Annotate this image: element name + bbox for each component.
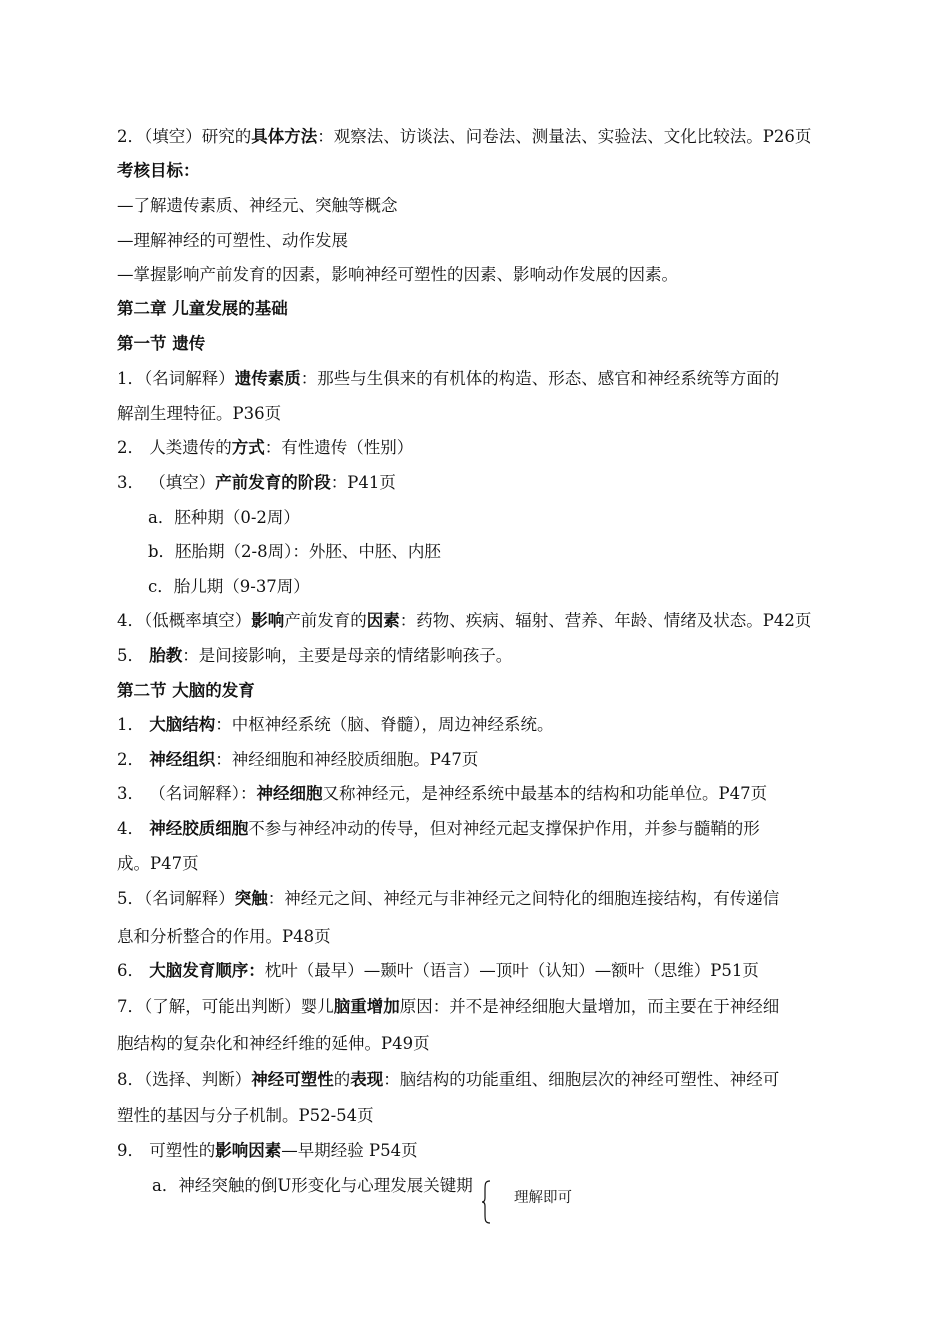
item-8-plasticity: 8．（选择、判断）神经可塑性的表现：脑结构的功能重组、细胞层次的神经可塑性、神经可 bbox=[117, 1070, 780, 1089]
item-1-brain-structure: 1． 大脑结构：中枢神经系统（脑、脊髓），周边神经系统。 bbox=[117, 715, 554, 734]
item-5-synapse: 5．（名词解释）突触：神经元之间、神经元与非神经元之间特化的细胞连接结构，有传递信 bbox=[117, 889, 780, 908]
item-4-prenatal-factors: 4．（低概率填空）影响产前发育的因素：药物、疾病、辐射、营养、年龄、情绪及状态。P42页 bbox=[117, 611, 812, 630]
section-title-brain: 第二节 大脑的发育 bbox=[117, 681, 255, 700]
item-1-genetic-quality: 1．（名词解释）遗传素质：那些与生俱来的有机体的构造、形态、感官和神经系统等方面的 bbox=[117, 369, 780, 388]
chapter-title: 第二章 儿童发展的基础 bbox=[117, 299, 288, 318]
sub-item-inverted-u: a．神经突触的倒U形变化与心理发展关键期 bbox=[152, 1176, 473, 1195]
sub-item-b: b．胚胎期（2-8周）：外胚、中胚、内胚 bbox=[148, 542, 441, 561]
heading-assessment-goals: 考核目标： bbox=[117, 161, 200, 180]
sub-item-a: a．胚种期（0-2周） bbox=[148, 508, 300, 527]
text-line-research-methods: 2．（填空）研究的具体方法：观察法、访谈法、问卷法、测量法、实验法、文化比较法。P26页 bbox=[117, 127, 812, 146]
annotation-note: 理解即可 bbox=[514, 1190, 572, 1206]
sub-item-c: c．胎儿期（9-37周） bbox=[148, 577, 310, 596]
brace-icon bbox=[482, 1180, 492, 1224]
item-2-heredity-mode: 2． 人类遗传的方式：有性遗传（性别） bbox=[117, 438, 414, 457]
item-7-continuation: 胞结构的复杂化和神经纤维的延伸。P49页 bbox=[117, 1034, 430, 1053]
item-1-continuation: 解剖生理特征。P36页 bbox=[117, 404, 282, 423]
item-7-brain-weight: 7．（了解，可能出判断）婴儿脑重增加原因：并不是神经细胞大量增加，而主要在于神经细 bbox=[117, 997, 780, 1016]
section-title-heredity: 第一节 遗传 bbox=[117, 334, 206, 353]
goal-item-1: —了解遗传素质、神经元、突触等概念 bbox=[117, 196, 398, 215]
item-9-plasticity-factors: 9． 可塑性的影响因素—早期经验 P54页 bbox=[117, 1141, 418, 1160]
item-4-continuation: 成。P47页 bbox=[117, 854, 199, 873]
item-2-neural-tissue: 2． 神经组织：神经细胞和神经胶质细胞。P47页 bbox=[117, 750, 479, 769]
item-6-development-order: 6． 大脑发育顺序：枕叶（最早）—颞叶（语言）—顶叶（认知）—额叶（思维）P51页 bbox=[117, 961, 759, 980]
goal-item-2: —理解神经的可塑性、动作发展 bbox=[117, 231, 348, 250]
item-3-prenatal-stages: 3． （填空）产前发育的阶段：P41页 bbox=[117, 473, 396, 492]
item-5-prenatal-education: 5． 胎教：是间接影响，主要是母亲的情绪影响孩子。 bbox=[117, 646, 513, 665]
item-4-glial-cells: 4． 神经胶质细胞不参与神经冲动的传导，但对神经元起支撑保护作用，并参与髓鞘的形 bbox=[117, 819, 760, 838]
item-8-continuation: 塑性的基因与分子机制。P52-54页 bbox=[117, 1106, 374, 1125]
item-3-neuron: 3． （名词解释）：神经细胞又称神经元，是神经系统中最基本的结构和功能单位。P47页 bbox=[117, 784, 768, 803]
goal-item-3: —掌握影响产前发育的因素，影响神经可塑性的因素、影响动作发展的因素。 bbox=[117, 265, 678, 284]
item-5-continuation: 息和分析整合的作用。P48页 bbox=[117, 927, 331, 946]
